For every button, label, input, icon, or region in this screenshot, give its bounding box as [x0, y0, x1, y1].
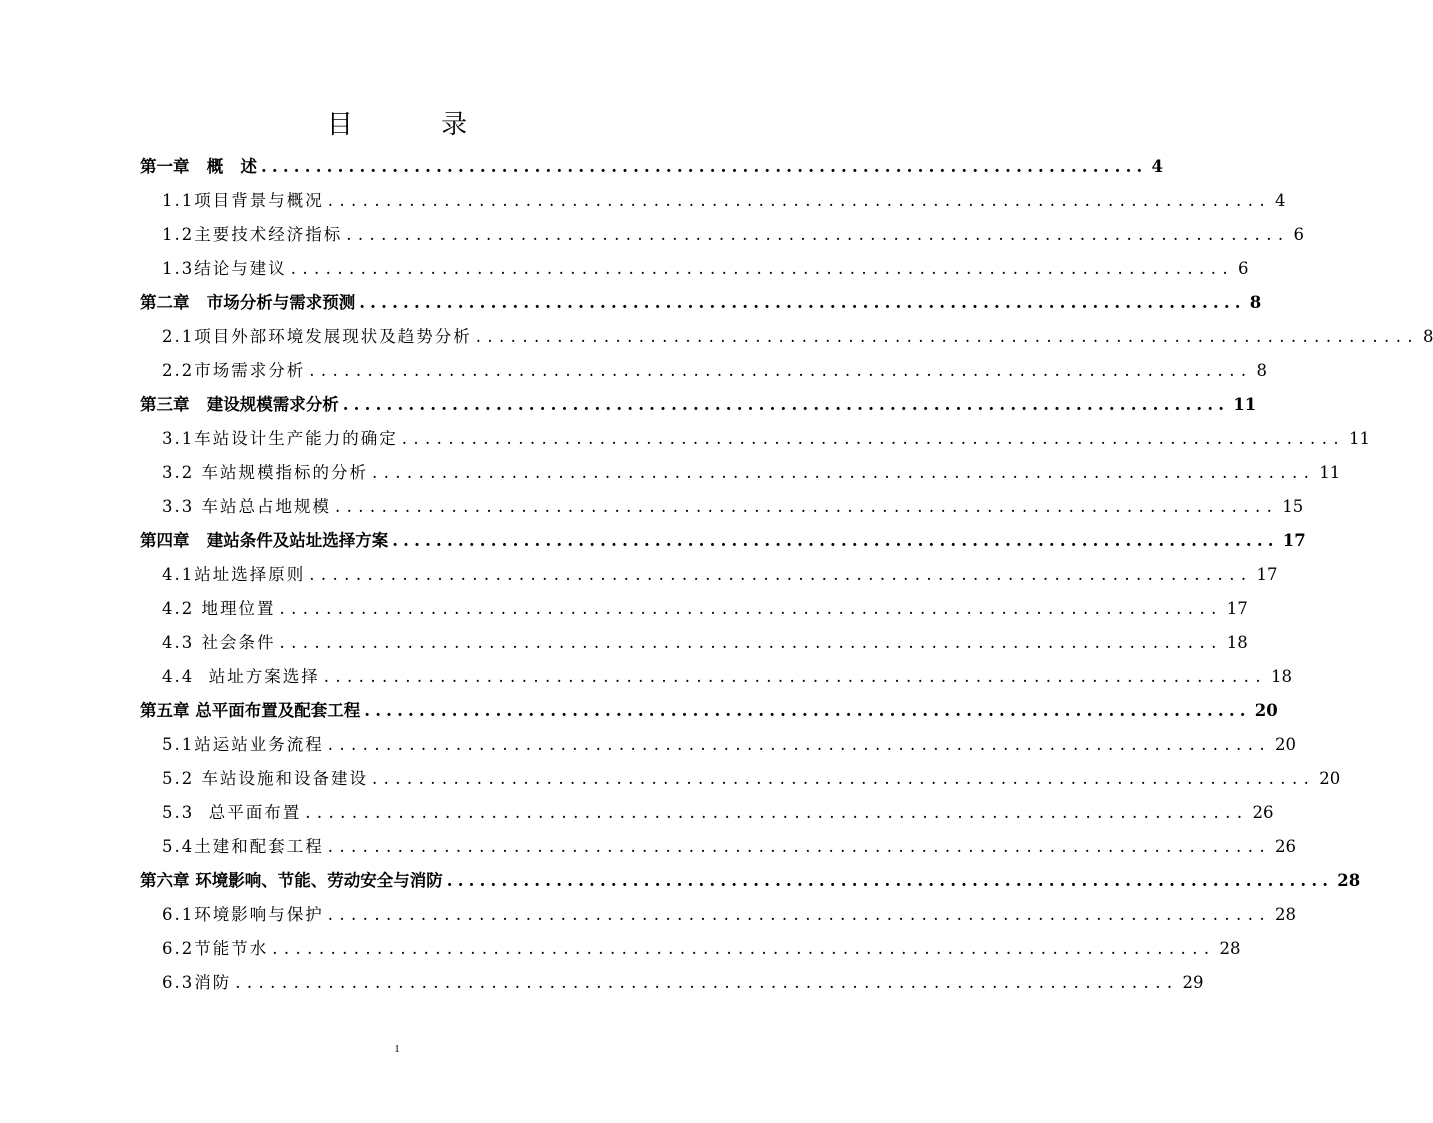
toc-entry-label: 第二章 市场分析与需求预测 — [140, 293, 356, 312]
toc-entry-page: 6 — [1293, 225, 1304, 244]
dot-leader: ................................................................................. — [401, 429, 1345, 448]
toc-entry-label: 4.4 站址方案选择 — [162, 667, 320, 686]
toc-entry-label: 4.2 地理位置 — [162, 599, 276, 618]
toc-title: 目 录 — [326, 110, 508, 140]
toc-entry-label: 1.1项目背景与概况 — [162, 191, 324, 210]
toc-entry-page: 17 — [1282, 531, 1306, 550]
toc-entry-page: 20 — [1274, 735, 1296, 754]
toc-entry-page: 18 — [1270, 667, 1292, 686]
toc-entry-section[interactable] — [140, 178, 1286, 212]
toc-entry-page: 28 — [1337, 871, 1361, 890]
dot-leader: ................................................................................. — [327, 735, 1271, 754]
toc-entry-label: 4.3 社会条件 — [162, 633, 276, 652]
dot-leader: ................................................................................. — [309, 565, 1253, 584]
toc-entry-page: 8 — [1249, 293, 1262, 312]
toc-entry-page: 11 — [1233, 395, 1257, 414]
toc-entry-section[interactable] — [140, 756, 1341, 790]
toc-entry-label: 5.3 总平面布置 — [162, 803, 302, 822]
toc-entry-chapter[interactable] — [140, 382, 1257, 416]
toc-entry-label: 4.1站址选择原则 — [162, 565, 306, 584]
dot-leader: ................................................................................. — [260, 157, 1148, 176]
toc-entry-page: 15 — [1282, 497, 1304, 516]
dot-leader: ................................................................................. — [364, 701, 1251, 720]
toc-entry-label: 5.2 车站设施和设备建设 — [162, 769, 368, 788]
page-number: 1 — [394, 1043, 400, 1055]
dot-leader: ................................................................................. — [327, 905, 1271, 924]
dot-leader: ................................................................................. — [446, 871, 1334, 890]
toc-entry-section[interactable] — [140, 620, 1248, 654]
toc-entry-page: 29 — [1182, 973, 1204, 992]
toc-entry-section[interactable] — [140, 824, 1296, 858]
toc-entry-section[interactable] — [140, 722, 1296, 756]
toc-entry-section[interactable] — [140, 484, 1304, 518]
toc-entry-label: 第三章 建设规模需求分析 — [140, 395, 339, 414]
toc-entry-label: 5.1站运站业务流程 — [162, 735, 324, 754]
dot-leader: ................................................................................. — [272, 939, 1216, 958]
dot-leader: ................................................................................. — [279, 599, 1223, 618]
toc-entry-page: 18 — [1226, 633, 1248, 652]
toc-entry-label: 第六章 环境影响、节能、劳动安全与消防 — [140, 871, 443, 890]
dot-leader: ................................................................................. — [372, 769, 1316, 788]
toc-entry-page: 28 — [1219, 939, 1241, 958]
toc-entry-page: 26 — [1252, 803, 1274, 822]
toc-entry-label: 第四章 建站条件及站址选择方案 — [140, 531, 389, 550]
toc-entry-chapter[interactable] — [140, 280, 1262, 314]
toc-entry-section[interactable] — [140, 348, 1267, 382]
toc-entry-section[interactable] — [140, 552, 1278, 586]
toc-entry-section[interactable] — [140, 892, 1296, 926]
toc-entry-page: 26 — [1274, 837, 1296, 856]
dot-leader: ................................................................................. — [327, 191, 1271, 210]
toc-entry-label: 1.2主要技术经济指标 — [162, 225, 343, 244]
dot-leader: ................................................................................. — [305, 803, 1249, 822]
toc-entry-section[interactable] — [140, 450, 1341, 484]
toc-entry-label: 5.4土建和配套工程 — [162, 837, 324, 856]
toc-entry-page: 11 — [1319, 463, 1341, 482]
dot-leader: ................................................................................. — [392, 531, 1279, 550]
toc-entry-section[interactable] — [140, 960, 1204, 994]
toc-entry-page: 20 — [1319, 769, 1341, 788]
toc-entry-label: 2.2市场需求分析 — [162, 361, 306, 380]
toc-entry-label: 3.2 车站规模指标的分析 — [162, 463, 368, 482]
toc-entry-chapter[interactable] — [140, 518, 1306, 552]
toc-entry-label: 第五章 总平面布置及配套工程 — [140, 701, 361, 720]
dot-leader: ................................................................................. — [335, 497, 1279, 516]
dot-leader: ................................................................................. — [290, 259, 1234, 278]
dot-leader: ................................................................................. — [342, 395, 1230, 414]
toc-entry-section[interactable] — [140, 314, 1433, 348]
toc-entry-label: 6.2节能节水 — [162, 939, 269, 958]
toc-entry-page: 20 — [1254, 701, 1278, 720]
toc-entry-page: 4 — [1151, 157, 1163, 176]
toc-entry-label: 3.3 车站总占地规模 — [162, 497, 331, 516]
toc-entry-section[interactable] — [140, 416, 1370, 450]
toc-entry-page: 8 — [1422, 327, 1433, 346]
toc-entry-page: 17 — [1226, 599, 1248, 618]
toc-entry-section[interactable] — [140, 654, 1292, 688]
toc-entry-section[interactable] — [140, 926, 1241, 960]
toc-entry-chapter[interactable] — [140, 144, 1163, 178]
toc-entry-section[interactable] — [140, 212, 1304, 246]
dot-leader: ................................................................................. — [346, 225, 1290, 244]
dot-leader: ................................................................................. — [475, 327, 1419, 346]
toc-entry-label: 1.3结论与建议 — [162, 259, 287, 278]
toc-entry-section[interactable] — [140, 586, 1248, 620]
toc-entry-label: 第一章 概 述 — [140, 157, 257, 176]
toc-entry-page: 17 — [1256, 565, 1278, 584]
toc-entry-label: 2.1项目外部环境发展现状及趋势分析 — [162, 327, 472, 346]
dot-leader: ................................................................................. — [327, 837, 1271, 856]
dot-leader: ................................................................................. — [235, 973, 1179, 992]
toc-entry-page: 8 — [1256, 361, 1267, 380]
toc-entry-section[interactable] — [140, 246, 1249, 280]
toc-entry-label: 6.1环境影响与保护 — [162, 905, 324, 924]
dot-leader: ................................................................................. — [309, 361, 1253, 380]
dot-leader: ................................................................................. — [279, 633, 1223, 652]
toc-entry-page: 6 — [1237, 259, 1249, 278]
dot-leader: ................................................................................. — [323, 667, 1267, 686]
toc-entry-label: 6.3消防 — [162, 973, 232, 992]
toc-entry-label: 3.1车站设计生产能力的确定 — [162, 429, 398, 448]
toc-entry-section[interactable] — [140, 790, 1274, 824]
toc-entry-page: 4 — [1274, 191, 1286, 210]
toc-entry-page: 11 — [1348, 429, 1370, 448]
toc-entry-chapter[interactable] — [140, 858, 1361, 892]
dot-leader: ................................................................................. — [372, 463, 1316, 482]
dot-leader: ................................................................................. — [359, 293, 1246, 312]
toc-entry-chapter[interactable] — [140, 688, 1278, 722]
toc-entry-page: 28 — [1274, 905, 1296, 924]
